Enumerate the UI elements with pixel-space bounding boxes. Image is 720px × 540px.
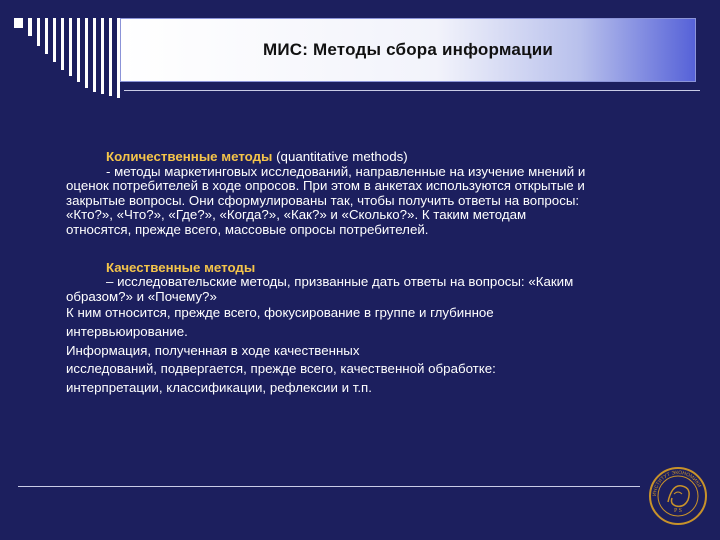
quantitative-heading: Количественные методы bbox=[106, 149, 273, 164]
bottom-divider bbox=[18, 486, 640, 487]
qualitative-line: образом?» и «Почему?» bbox=[66, 288, 217, 304]
decorative-bars bbox=[14, 18, 124, 98]
quantitative-line: закрытые вопросы. Они сформулированы так, чтобы получить ответы на вопросы: bbox=[66, 192, 580, 208]
quantitative-heading-suffix: (quantitative methods) bbox=[272, 149, 408, 164]
seal-initials: P S bbox=[674, 508, 682, 514]
university-seal-icon bbox=[648, 466, 708, 526]
qualitative-line: исследований, подвергается, прежде всего, качественной обработке: bbox=[66, 361, 496, 377]
slide-title: МИС: Методы сбора информации bbox=[262, 40, 554, 59]
quantitative-line: - методы маркетинговых исследований, направленные на изучение мнений и bbox=[106, 163, 586, 179]
qualitative-line: К ним относится, прежде всего, фокусирование в группе и глубинное bbox=[66, 305, 494, 321]
slide-content bbox=[66, 150, 706, 397]
quantitative-line: «Кто?», «Что?», «Где?», «Когда?», «Как?» и «Сколько?». К таким методам bbox=[66, 207, 527, 223]
qualitative-line: интерпретации, классификации, рефлексии и т.п. bbox=[66, 379, 372, 395]
qualitative-heading: Качественные методы bbox=[106, 259, 256, 275]
top-divider bbox=[124, 90, 700, 91]
qualitative-line: Информация, полученная в ходе качественных bbox=[66, 342, 360, 358]
svg-text:ИНСТИТУТ ЭКОНОМИКИ: ИНСТИТУТ ЭКОНОМИКИ bbox=[651, 469, 703, 497]
qualitative-line: – исследовательские методы, призванные дать ответы на вопросы: «Каким bbox=[106, 274, 574, 290]
title-box bbox=[120, 18, 696, 82]
quantitative-line: оценок потребителей в ходе опросов. При этом в анкетах используются открытые и bbox=[66, 178, 585, 194]
quantitative-line: относятся, прежде всего, массовые опросы потребителей. bbox=[66, 221, 429, 237]
qualitative-line: интервьюирование. bbox=[66, 323, 188, 339]
quantitative-heading-line bbox=[66, 150, 706, 165]
